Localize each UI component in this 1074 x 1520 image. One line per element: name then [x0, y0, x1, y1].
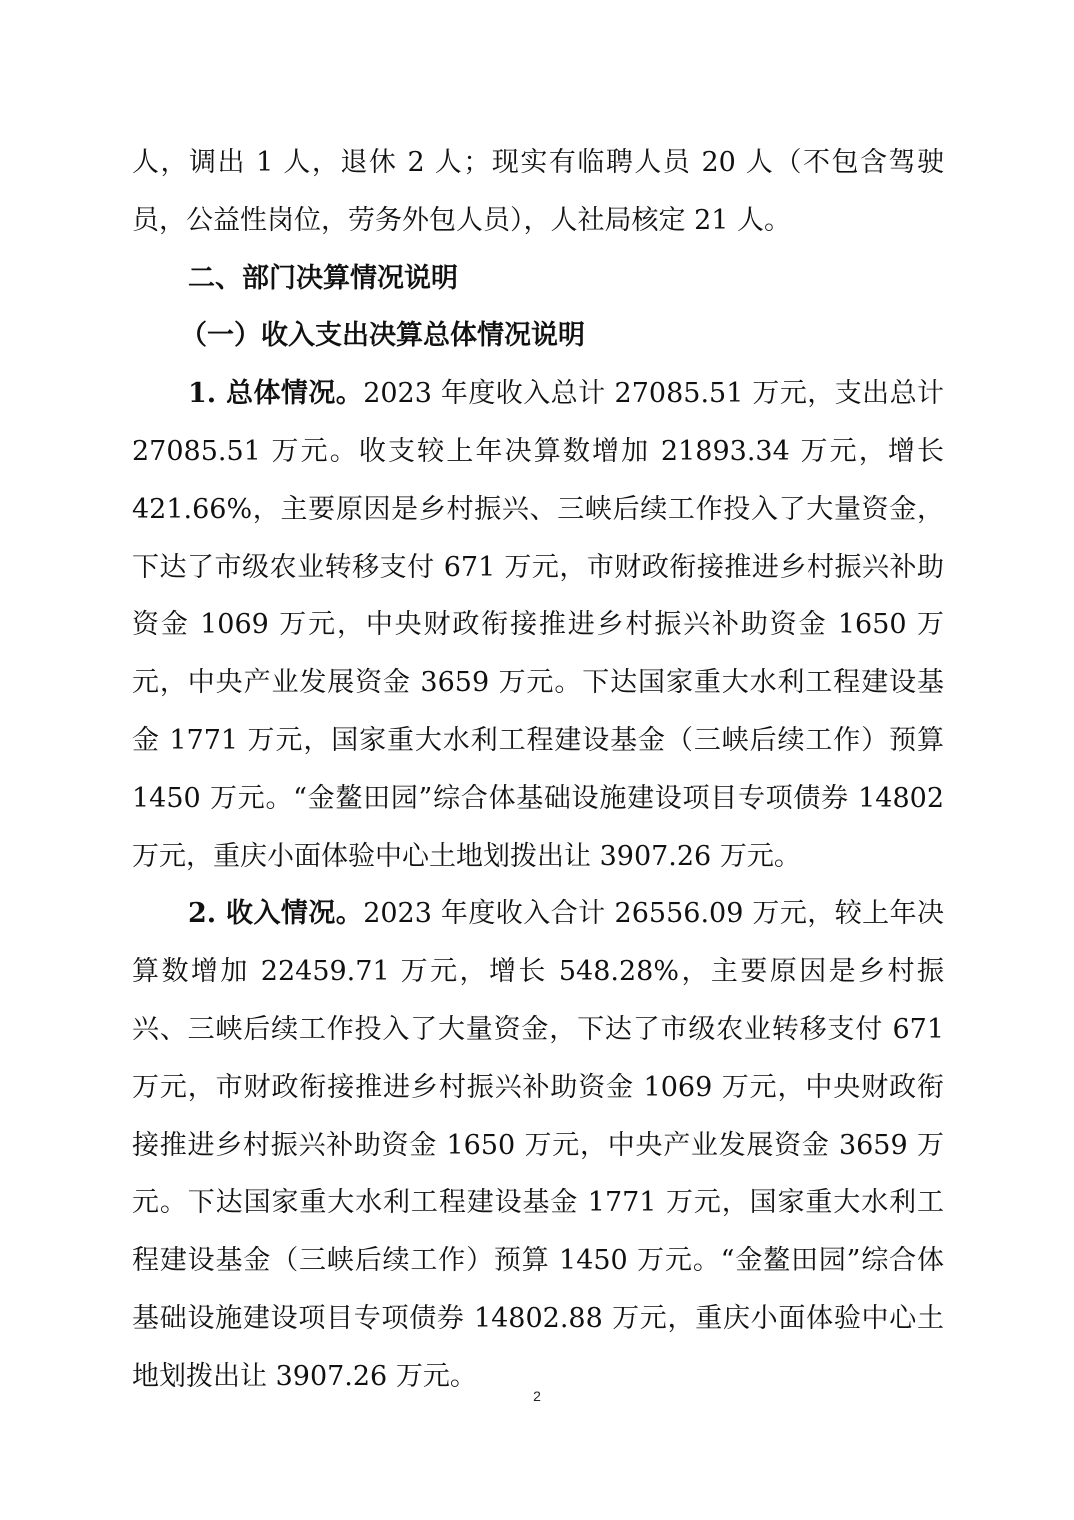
subsection-heading: （一）收入支出决算总体情况说明 — [180, 320, 585, 352]
overall-situation-body: 2023 年度收入总计 27085.51 万元，支出总计 27085.51 万元。收支较上年决算数增加 21893.34 万元，增长 421.66%，主要原因是乡村振兴、三峡后续工作投入了大量资金，下达了市级农业转移支付 671 万元，市财政衔接推进乡村振兴补助资金 1069 万元，中央财政衔接推进乡村振兴补助资金 1650 万元，中央产业发展资金 3659 万元。下达国家重大水利工程建设基金 1771 万元，国家重大水利工程建设基金（三峡后续工作）预算 1450 万元。“金鳌田园”综合体基础设施建设项目专项债券 14802 万元，重庆小面体验中心土地划拨出让 3907.26 万元。 — [132, 378, 944, 872]
staffing-paragraph: 人，调出 1 人，退休 2 人；现实有临聘人员 20 人（不包含驾驶员，公益性岗位，劳务外包人员），人社局核定 21 人。 — [132, 147, 944, 236]
income-situation-body: 2023 年度收入合计 26556.09 万元，较上年决算数增加 22459.71 万元，增长 548.28%，主要原因是乡村振兴、三峡后续工作投入了大量资金，下达了市级农业转移支付 671 万元，市财政衔接推进乡村振兴补助资金 1069 万元，中央财政衔接推进乡村振兴补助资金 1650 万元，中央产业发展资金 3659 万元。下达国家重大水利工程建设基金 1771 万元，国家重大水利工程建设基金（三峡后续工作）预算 1450 万元。“金鳌田园”综合体基础设施建设项目专项债券 14802.88 万元，重庆小面体验中心土地划拨出让 3907.26 万元。 — [132, 898, 944, 1392]
overall-situation-lead: 1. 总体情况。 — [188, 378, 364, 410]
income-situation-lead: 2. 收入情况。 — [188, 898, 364, 930]
income-situation-paragraph — [132, 885, 944, 1405]
page-number: 2 — [533, 1388, 541, 1404]
overall-situation-paragraph — [132, 365, 944, 885]
document-body — [132, 134, 944, 1406]
section-heading: 二、部门决算情况说明 — [188, 262, 458, 294]
